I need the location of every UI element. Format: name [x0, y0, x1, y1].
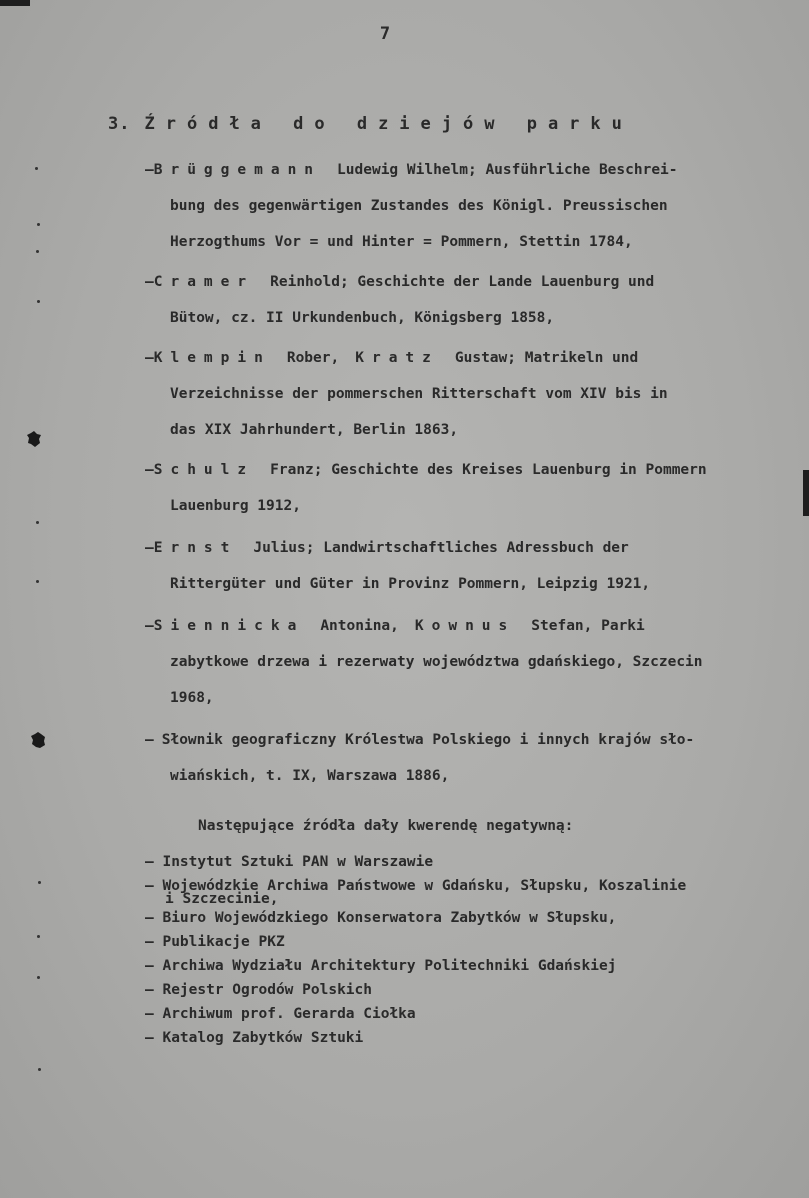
margin-speck	[37, 935, 40, 938]
list-item: – Wojewódzkie Archiwa Państwowe w Gdańsku, Słupsku, Koszalinie i Szczecinie,	[145, 878, 687, 907]
margin-speck	[38, 1068, 41, 1071]
source-text: Bütow, cz. II Urkundenbuch, Königsberg 1858,	[170, 310, 555, 326]
section-number: 3.	[108, 114, 131, 134]
source-text: Antonina,	[320, 618, 399, 634]
source-text: Rober,	[286, 350, 340, 366]
list-item: – Instytut Sztuki PAN w Warszawie	[145, 854, 434, 870]
source-text: bung des gegenwärtigen Zustandes des Königl. Preussischen	[170, 198, 668, 214]
list-item: – Publikacje PKZ	[145, 934, 285, 950]
source-author: Siennicka	[153, 618, 305, 634]
source-entry: –Siennicka Antonina, Kownus Stefan, Parki zabytkowe drzewa i rezerwaty województwa gdańskiego, Szczecin 1968,	[145, 608, 785, 716]
source-author: Kownus	[414, 618, 516, 634]
punch-hole-icon	[30, 731, 46, 749]
source-author: Brüggemann	[153, 162, 322, 178]
source-author: Cramer	[153, 274, 255, 290]
margin-speck	[35, 167, 38, 170]
source-text: zabytkowe drzewa i rezerwaty województwa gdańskiego, Szczecin	[170, 654, 703, 670]
margin-speck	[37, 300, 40, 303]
list-item: – Katalog Zabytków Sztuki	[145, 1030, 364, 1046]
source-author: Kratz	[355, 350, 439, 366]
punch-hole-icon	[26, 430, 42, 448]
source-entry: –Schulz Franz; Geschichte des Kreises Lauenburg in Pommern Lauenburg 1912,	[145, 452, 785, 524]
section-title: Źródła do dziejów parku	[144, 114, 633, 134]
margin-speck	[36, 250, 39, 253]
margin-speck	[38, 881, 41, 884]
source-entry: –Klempin Rober, Kratz Gustaw; Matrikeln und Verzeichnisse der pommerschen Ritterschaft vom XIV bis in das XIX Jahrhundert, Berlin 1863,	[145, 340, 785, 448]
source-text: Reinhold; Geschichte der Lande Lauenburg und	[270, 274, 655, 290]
source-text: wiańskich, t. IX, Warszawa 1886,	[170, 768, 450, 784]
source-text: Franz; Geschichte des Kreises Lauenburg in Pommern	[270, 462, 707, 478]
film-edge-mark	[803, 470, 809, 516]
source-entry: –Cramer Reinhold; Geschichte der Lande Lauenburg und Bütow, cz. II Urkundenbuch, Königsberg 1858,	[145, 264, 785, 336]
source-text: 1968,	[170, 690, 214, 706]
list-item: – Archiwum prof. Gerarda Ciołka	[145, 1006, 416, 1022]
film-corner-mark	[0, 0, 30, 6]
source-author: Ernst	[153, 540, 238, 556]
source-text: Herzogthums Vor = und Hinter = Pommern, Stettin 1784,	[170, 234, 633, 250]
source-text: Stefan, Parki	[531, 618, 645, 634]
margin-speck	[36, 580, 39, 583]
source-author: Schulz	[153, 462, 255, 478]
source-text: Gustaw; Matrikeln und	[454, 350, 639, 366]
source-text: Verzeichnisse der pommerschen Ritterschaft vom XIV bis in	[170, 386, 668, 402]
page-number: 7	[379, 24, 391, 44]
source-text: das XIX Jahrhundert, Berlin 1863,	[170, 422, 459, 438]
negative-results-intro: Następujące źródła dały kwerendę negatywną:	[198, 818, 574, 834]
negative-results-list	[145, 850, 686, 1050]
source-author: Klempin	[153, 350, 271, 366]
source-text: Ludewig Wilhelm; Ausführliche Beschrei-	[337, 162, 678, 178]
margin-speck	[37, 223, 40, 226]
source-text: Julius; Landwirtschaftliches Adressbuch der	[253, 540, 629, 556]
list-item: – Rejestr Ogrodów Polskich	[145, 982, 372, 998]
margin-speck	[36, 521, 39, 524]
source-text: Lauenburg 1912,	[170, 498, 301, 514]
margin-speck	[37, 976, 40, 979]
source-text: Słownik geograficzny Królestwa Polskiego i innych krajów sło-	[161, 732, 695, 748]
source-entry: –Brüggemann Ludewig Wilhelm; Ausführliche Beschrei- bung des gegenwärtigen Zustandes des Königl. Preussischen Herzogthums Vor = und Hinter = Pommern, Stettin 1784,	[145, 152, 785, 260]
source-text: Rittergüter und Güter in Provinz Pommern, Leipzig 1921,	[170, 576, 651, 592]
list-item: – Biuro Wojewódzkiego Konserwatora Zabytków w Słupsku,	[145, 910, 617, 926]
section-heading	[108, 114, 633, 134]
list-item: – Archiwa Wydziału Architektury Politechniki Gdańskiej	[145, 958, 617, 974]
source-entry: –Ernst Julius; Landwirtschaftliches Adressbuch der Rittergüter und Güter in Provinz Pommern, Leipzig 1921,	[145, 530, 785, 602]
source-entry: – Słownik geograficzny Królestwa Polskiego i innych krajów sło- wiańskich, t. IX, Warszawa 1886,	[145, 722, 785, 794]
